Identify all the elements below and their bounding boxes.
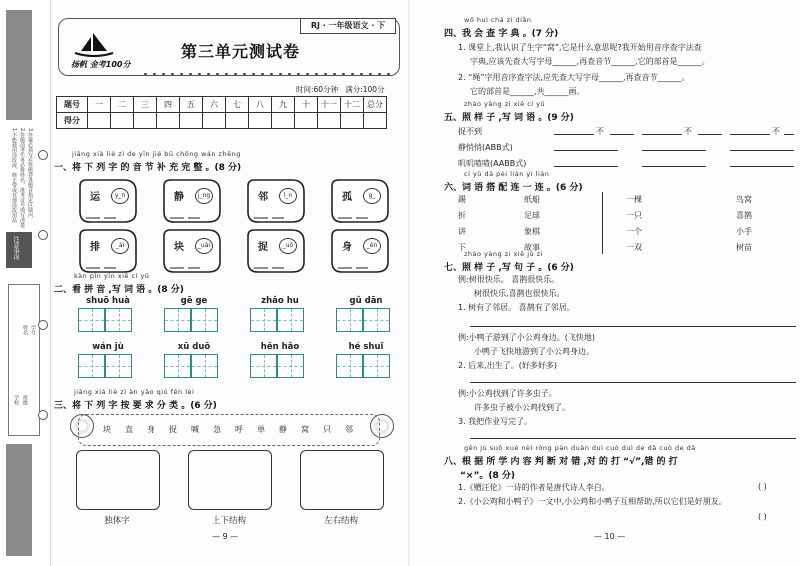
answer-line[interactable] <box>554 166 618 167</box>
score-input-cell[interactable] <box>226 113 249 129</box>
match-left[interactable]: 讲 <box>458 227 466 236</box>
q8-heading: 八、根 据 所 学 内 容 判 断 对 错 ,对 的 打 “√”,错 的 打 <box>444 457 678 467</box>
table-cell: 二 <box>111 97 134 113</box>
page-title: 第三单元测试卷 <box>181 42 301 61</box>
answer-line[interactable] <box>554 150 618 151</box>
q2-pinyin: kàn pīn yīn xiě cí yǔ <box>74 272 150 280</box>
table-cell: 总分 <box>364 97 387 113</box>
char-item: 身 <box>147 425 155 434</box>
match-left[interactable]: 折 <box>458 211 466 220</box>
glove-char: 运 <box>90 192 100 203</box>
field-school: 学校 <box>13 395 19 405</box>
answer-line[interactable] <box>730 134 770 135</box>
match-right[interactable]: 一只 <box>626 211 642 220</box>
page-number: — 10 — <box>594 532 626 541</box>
glove-card[interactable] <box>76 228 140 274</box>
q7-pinyin: zhào yàng zi xiě jù zi <box>464 250 543 258</box>
answer-line[interactable] <box>470 326 796 327</box>
binding-hole <box>38 320 48 330</box>
glove-char: 邻 <box>258 192 268 203</box>
char-item: 窝 <box>301 425 309 434</box>
binding-hole <box>38 410 48 420</box>
match-left[interactable]: 踢 <box>458 195 466 204</box>
glove-hint[interactable]: _uài <box>195 238 213 254</box>
char-item: 急 <box>213 425 221 434</box>
match-left[interactable]: 下 <box>458 243 466 252</box>
margin-gray-block-bottom <box>6 444 32 556</box>
q3-pinyin: jiāng xià liè zì àn yāo qiú fēn lèi <box>74 388 195 396</box>
q4-line: 它的部首是______,共______画。 <box>470 87 585 96</box>
writing-grid[interactable] <box>336 308 390 332</box>
table-cell: 十 <box>295 97 318 113</box>
answer-line[interactable] <box>554 134 594 135</box>
glove-char: 排 <box>90 242 100 253</box>
writing-grid[interactable] <box>78 354 132 378</box>
box-label: 上下结构 <box>211 516 246 526</box>
glove-char: 捉 <box>258 242 268 253</box>
writing-grid[interactable] <box>250 308 304 332</box>
char-item: 呼 <box>235 425 243 434</box>
answer-line[interactable] <box>642 166 706 167</box>
box-label: 左右结构 <box>323 516 358 526</box>
glove-card[interactable] <box>160 178 224 224</box>
binding-hole <box>38 150 48 160</box>
notice-title-block <box>6 232 32 268</box>
answer-line[interactable] <box>784 134 794 135</box>
glove-card[interactable] <box>244 178 308 224</box>
notice-title: 注意事项 <box>12 236 19 260</box>
writing-grid[interactable] <box>78 308 132 332</box>
sailboat-logo-icon <box>73 31 115 57</box>
q6-heading: 六、词 语 搭 配 连 一 连 。(6 分) <box>444 183 583 193</box>
score-input-cell[interactable] <box>157 113 180 129</box>
margin-notice-2: 2.答题前考生务必将姓名、准考证号填写清楚 <box>19 128 25 228</box>
table-cell: 九 <box>272 97 295 113</box>
char-item: 捉 <box>169 425 177 434</box>
glove-hint[interactable]: _uō <box>279 238 297 254</box>
match-mid[interactable]: 象棋 <box>524 227 540 236</box>
exercise-sentence: 2. 后来,出生了。(好多好多) <box>458 361 557 370</box>
table-cell: 七 <box>226 97 249 113</box>
q5-fill: 不 <box>772 127 780 136</box>
example-answer: 小鸭子飞快地游到了小公鸡身边。 <box>474 347 594 356</box>
match-right[interactable]: 一个 <box>626 227 642 236</box>
column-divider <box>602 192 603 254</box>
table-cell: 三 <box>134 97 157 113</box>
q1-pinyin: jiāng xià liè zì de yīn jié bǔ chōng wán zhěng <box>72 150 241 158</box>
match-mid[interactable]: 故事 <box>524 243 540 252</box>
char-item: 单 <box>257 425 265 434</box>
match-far[interactable]: 鸟窝 <box>736 195 752 204</box>
match-far[interactable]: 树苗 <box>736 243 752 252</box>
match-right[interactable]: 一双 <box>626 243 642 252</box>
q5-fill: 不 <box>684 127 692 136</box>
score-input-cell[interactable] <box>111 113 134 129</box>
char-item: 邻 <box>345 425 353 434</box>
glove-card[interactable] <box>160 228 224 274</box>
match-far[interactable]: 喜鹊 <box>736 211 752 220</box>
char-item: 静 <box>279 425 287 434</box>
score-input-cell[interactable] <box>134 113 157 129</box>
table-cell: 一 <box>88 97 111 113</box>
student-info-box <box>8 284 40 436</box>
q2-heading: 二、看 拼 音 ,写 词 语 。(8 分) <box>54 285 184 295</box>
answer-line[interactable] <box>698 134 722 135</box>
pinyin-word: wán jù <box>92 342 124 352</box>
match-right[interactable]: 一棵 <box>626 195 642 204</box>
glove-hint[interactable]: _ēn <box>363 238 381 254</box>
answer-line[interactable] <box>642 150 706 151</box>
margin-notice-1: 1.不能使用涂改液、修正带或其他涂改用品 <box>11 128 17 223</box>
score-input-cell[interactable] <box>249 113 272 129</box>
glove-card[interactable] <box>328 178 392 224</box>
pinyin-word: gǔ dān <box>349 296 383 306</box>
q5-heading: 五、照 样 子 ,写 词 语 。(9 分) <box>444 113 574 123</box>
judge-item: 2.《小公鸡和小鸭子》一文中,小公鸡和小鸭子互相帮助,所以它们是好朋友。 <box>458 497 727 506</box>
char-item: 喊 <box>191 425 199 434</box>
score-input-cell[interactable] <box>180 113 203 129</box>
page-number: — 9 — <box>212 532 239 541</box>
example-sentence: 例:树很快乐。 喜鹊很快乐。 <box>458 275 560 284</box>
glove-card[interactable] <box>76 178 140 224</box>
full-score: 满分:100分 <box>345 85 385 94</box>
answer-box-top-bottom[interactable] <box>188 450 272 510</box>
answer-line[interactable] <box>730 150 794 151</box>
q7-heading: 七、照 样 子 ,写 句 子 。(6 分) <box>444 263 574 273</box>
table-cell: 五 <box>180 97 203 113</box>
field-class: 班级 <box>22 395 28 405</box>
example-sentence: 例:小鸭子游到了小公鸡身边。(飞快地) <box>458 333 595 342</box>
glove-hint[interactable]: j_ng <box>195 188 213 204</box>
score-input-cell[interactable] <box>295 113 318 129</box>
q5-pinyin: zhào yàng zi xiě cí yǔ <box>464 100 546 108</box>
binding-margin <box>0 0 51 566</box>
q4-line: 字典,应该先查大写字母______,再查音节______,它的部首是______。 <box>470 57 710 66</box>
match-mid[interactable]: 足球 <box>524 211 540 220</box>
answer-line[interactable] <box>470 382 796 383</box>
q4-heading: 四、我 会 查 字 典 。(7 分) <box>444 29 559 39</box>
logo-text: 扬帆 金考100分 <box>71 60 131 69</box>
char-item: 块 <box>103 425 111 434</box>
glove-char: 孤 <box>342 192 352 203</box>
answer-box-single[interactable] <box>76 450 160 510</box>
q5-label: 静悄悄(ABB式) <box>458 143 513 152</box>
exercise-sentence: 1. 树有了邻居。 喜鹊有了邻居。 <box>458 303 575 312</box>
binding-hole <box>38 230 48 240</box>
q4-pinyin: wǒ huì chá zì diǎn <box>464 16 532 24</box>
q3-heading: 三、将 下 列 字 按 要 求 分 类 。(6 分) <box>54 401 217 411</box>
glove-hint[interactable]: _ái <box>111 238 129 254</box>
pinyin-word: zhǎo hu <box>261 296 299 306</box>
glove-hint[interactable]: g_ <box>363 188 381 204</box>
judge-item: 1.《赠汪伦》一诗的作者是唐代诗人李白。 <box>458 483 610 492</box>
pinyin-word: gē ge <box>180 296 208 306</box>
table-cell: 八 <box>249 97 272 113</box>
score-table <box>56 96 387 129</box>
left-page <box>52 0 404 566</box>
table-cell: 十二 <box>341 97 364 113</box>
page-fold <box>408 0 410 566</box>
answer-line[interactable] <box>470 438 796 439</box>
table-cell: 得分 <box>57 113 88 129</box>
exam-time <box>296 84 385 95</box>
pinyin-word: hé shuǐ <box>348 342 384 352</box>
glove-card[interactable] <box>328 228 392 274</box>
answer-line[interactable] <box>610 134 634 135</box>
answer-line[interactable] <box>642 134 682 135</box>
box-label: 独体字 <box>104 516 130 526</box>
glove-hint[interactable]: y_n <box>111 188 129 204</box>
table-cell: 十一 <box>318 97 341 113</box>
glove-char: 静 <box>174 192 184 203</box>
q1-heading: 一、将 下 列 字 的 音 节 补 充 完 整 。(8 分) <box>54 163 242 173</box>
q5-label: 叽叽喳喳(AABB式) <box>458 159 527 168</box>
q5-label: 捉不到 <box>458 127 482 136</box>
q4-line: 1. 课堂上,我认识了生字“窝”,它是什么意思呢?我开始用音序查字法查 <box>458 43 702 52</box>
q8-heading-cont: “×”。(8 分) <box>460 471 515 481</box>
table-cell: 四 <box>157 97 180 113</box>
score-input-cell[interactable] <box>272 113 295 129</box>
q5-fill: 不 <box>596 127 604 136</box>
q4-line: 2. “绳”字用音序查字法,应先查大写字母______,再查音节______。 <box>458 73 690 82</box>
writing-grid[interactable] <box>250 354 304 378</box>
right-page <box>418 0 796 566</box>
score-input-cell[interactable] <box>88 113 111 129</box>
time-limit: 时间:60分钟 <box>296 85 339 94</box>
grade-badge: RJ · 一年级语文 · 下 <box>300 18 396 34</box>
example-answer: 许多虫子被小公鸡找到了。 <box>474 403 570 412</box>
score-table-header <box>57 97 387 113</box>
q6-pinyin: cí yǔ dā pèi lián yi lián <box>464 170 550 178</box>
exercise-sentence: 3. 我把作业写完了。 <box>458 417 533 426</box>
pinyin-word: hěn hǎo <box>260 342 300 352</box>
judge-answer[interactable]: ( ) <box>758 482 767 491</box>
answer-box-left-right[interactable] <box>300 450 384 510</box>
q8-pinyin: gēn jù suǒ xué nèi róng pàn duàn duì cuò duì de dǎ cuò de dǎ <box>464 444 696 452</box>
match-mid[interactable]: 纸船 <box>524 195 540 204</box>
score-table-row <box>57 113 387 129</box>
pinyin-word: xū duō <box>177 342 211 352</box>
margin-notice-3: 3.答案必须写在答题卷各题目指定区域内 <box>27 128 33 218</box>
decorative-dots <box>141 71 391 77</box>
glove-card[interactable] <box>244 228 308 274</box>
example-sentence: 例:小公鸡找到了许多虫子。 <box>458 389 557 398</box>
char-item: 直 <box>125 425 133 434</box>
pinyin-word: shuō huà <box>86 296 130 306</box>
score-input-cell[interactable] <box>364 113 387 129</box>
glove-char: 身 <box>342 242 352 253</box>
glove-char: 块 <box>174 242 184 253</box>
judge-answer[interactable]: ( ) <box>758 512 767 521</box>
score-input-cell[interactable] <box>203 113 226 129</box>
writing-grid[interactable] <box>164 308 218 332</box>
table-cell: 题号 <box>57 97 88 113</box>
example-answer: 树很快乐,喜鹊也很快乐。 <box>474 289 565 298</box>
char-item: 只 <box>323 425 331 434</box>
writing-grid[interactable] <box>164 354 218 378</box>
char-bank <box>78 414 380 446</box>
answer-line[interactable] <box>730 166 794 167</box>
margin-gray-block <box>6 10 32 120</box>
field-name: 姓名 <box>22 325 28 335</box>
score-input-cell[interactable] <box>318 113 341 129</box>
field-number: 学号 <box>30 325 36 335</box>
glove-hint[interactable]: l_n <box>279 188 297 204</box>
score-input-cell[interactable] <box>341 113 364 129</box>
writing-grid[interactable] <box>336 354 390 378</box>
match-far[interactable]: 小手 <box>736 227 752 236</box>
table-cell: 六 <box>203 97 226 113</box>
